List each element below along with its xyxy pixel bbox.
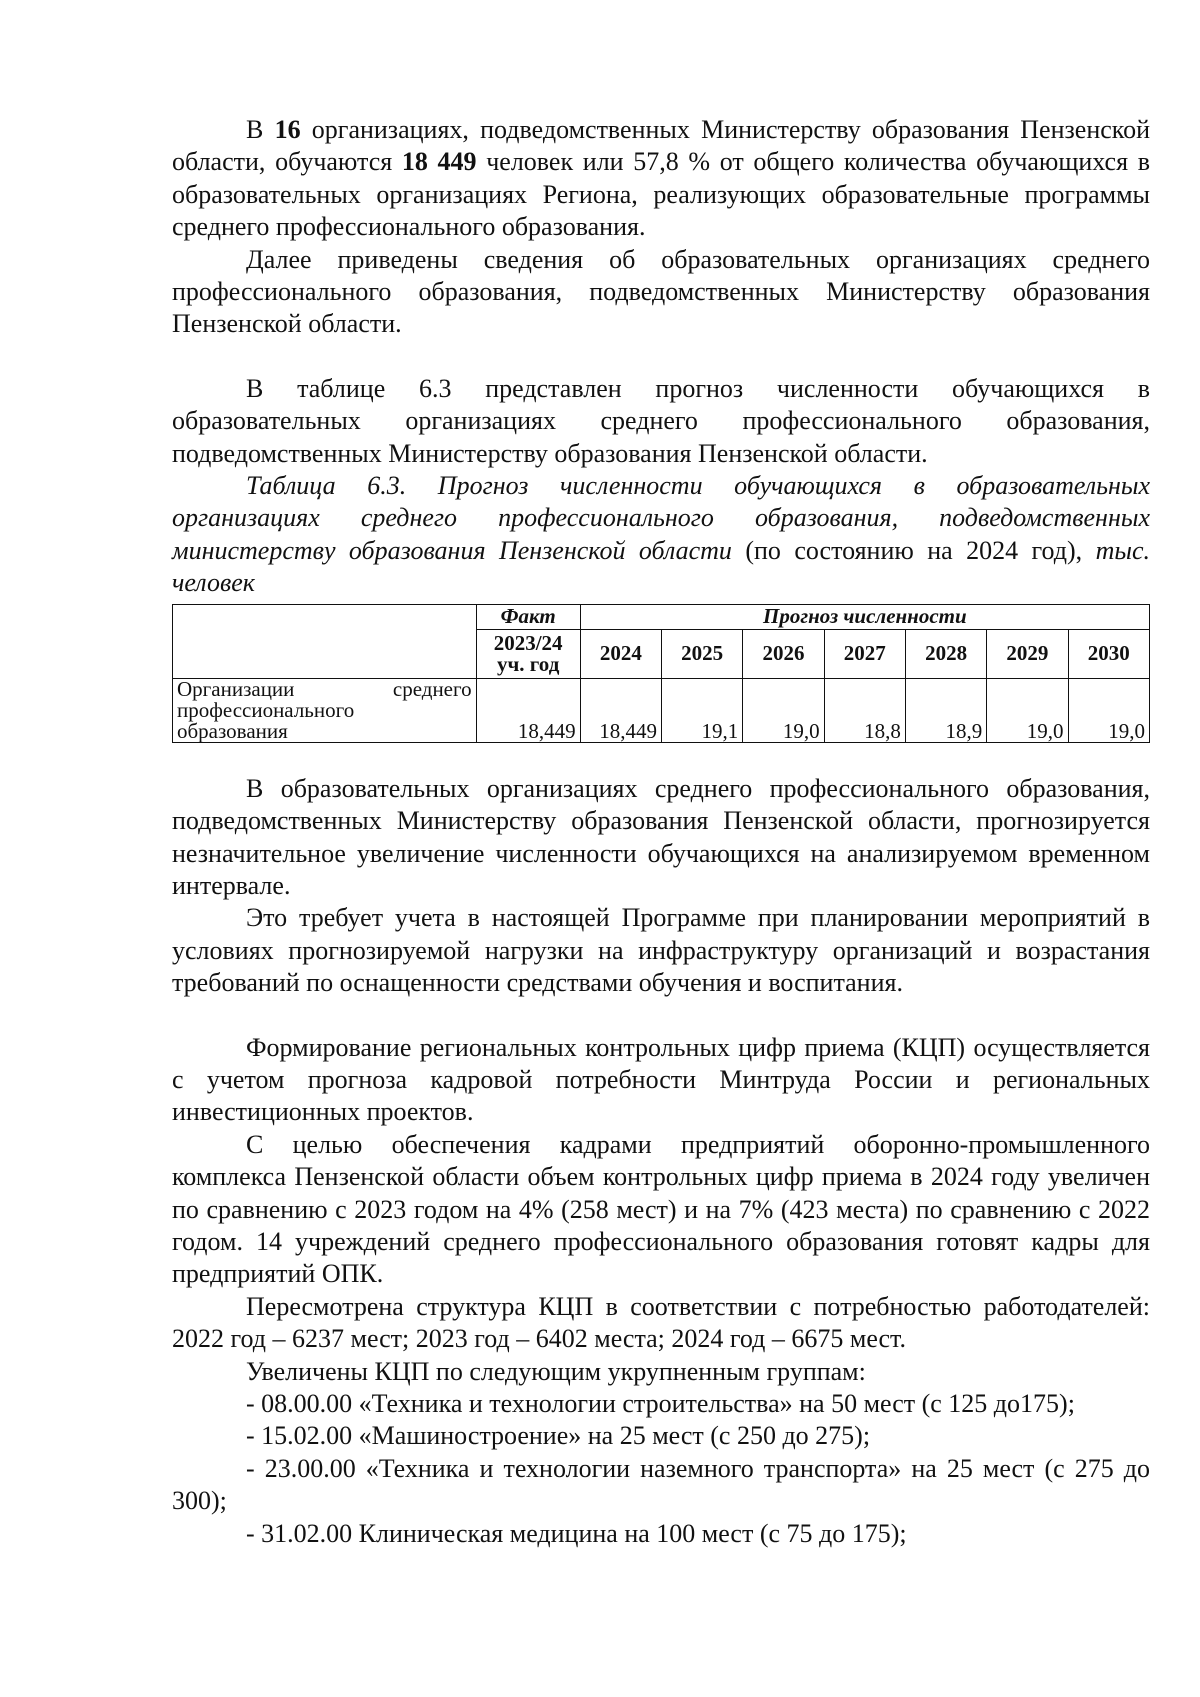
paragraph-forecast-summary: В образовательных организациях среднего профессионального образования, подведомственных Министерству образования Пензенской области, прогнозируется незначительное увеличение численности обучающихся на анализируемом временном интервале. bbox=[172, 773, 1150, 900]
caption-title: Таблица 6.3. Прогноз численности обучающихся в образовательных организациях среднего профессионального образования, подведомственных министерству образования Пензенской области bbox=[172, 471, 1150, 565]
cell-value: 19,0 bbox=[743, 678, 824, 742]
spacer bbox=[172, 341, 1150, 373]
spacer bbox=[172, 1000, 1150, 1032]
list-item: - 31.02.00 Клиническая медицина на 100 мест (с 75 до 175); bbox=[246, 1518, 907, 1548]
cell-value: 19,1 bbox=[661, 678, 742, 742]
table-header-row-groups bbox=[173, 604, 1150, 629]
paragraph-further-info bbox=[172, 244, 1150, 341]
paragraph-kcp-groups-intro: Увеличены КЦП по следующим укрупненным группам: bbox=[246, 1356, 866, 1386]
table-caption bbox=[172, 470, 1150, 600]
table-row bbox=[173, 678, 1150, 742]
paragraph-program-requirement: Это требует учета в настоящей Программе при планировании мероприятий в условиях прогнозируемой нагрузки на инфраструктуру организаций и возрастания требований по оснащенности средствами обучения и воспитания. bbox=[172, 903, 1150, 998]
paragraph-kcp-increase: С целью обеспечения кадрами предприятий оборонно-промышленного комплекса Пензенской области объем контрольных цифр приема в 2024 году увеличен по сравнению с 2023 годом на 4% (258 мест) и на 7% (423 места) по сравнению с 2022 годом. 14 учреждений среднего профессионального образования готовят кадры для предприятий ОПК. bbox=[172, 1129, 1150, 1289]
cell-fact-value: 18,449 bbox=[476, 678, 580, 742]
cell-value: 18,449 bbox=[580, 678, 661, 742]
list-item: - 23.00.00 «Техника и технологии наземного транспорта» на 25 мест (с 275 до 300); bbox=[172, 1453, 1150, 1516]
row-label-line: профессионального bbox=[177, 697, 355, 722]
header-year: 2029 bbox=[987, 629, 1068, 678]
header-year: 2025 bbox=[661, 629, 742, 678]
fact-year-label: 2023/24 bbox=[493, 630, 563, 655]
header-year: 2026 bbox=[743, 629, 824, 678]
header-year: 2027 bbox=[824, 629, 905, 678]
spacer bbox=[172, 743, 1150, 773]
paragraph-organizations-count bbox=[172, 114, 1150, 244]
caption-date: (по состоянию на 2024 год), bbox=[731, 535, 1096, 565]
row-label-line: образования bbox=[177, 718, 288, 743]
table-corner-cell bbox=[173, 604, 477, 678]
fact-year-sublabel: уч. год bbox=[496, 651, 560, 676]
list-item: - 08.00.00 «Техника и технологии строительства» на 50 мест (с 125 до175); bbox=[246, 1389, 1075, 1418]
header-forecast: Прогноз численности bbox=[580, 604, 1149, 629]
header-fact: Факт bbox=[476, 604, 580, 629]
bold-number-students: 18 449 bbox=[401, 147, 477, 177]
text-run: организациях, подведомственных Министерству образования Пензенской области, обучаются bbox=[172, 115, 1150, 177]
header-year: 2028 bbox=[905, 629, 986, 678]
cell-value: 18,8 bbox=[824, 678, 905, 742]
row-label-line: Организации среднего bbox=[177, 676, 472, 701]
text-run: Далее приведены сведения об образовательных организациях среднего профессионального образования, подведомственных Министерству образования Пензенской области. bbox=[172, 244, 1150, 339]
page-content bbox=[172, 114, 1150, 1550]
cell-value: 19,0 bbox=[987, 678, 1068, 742]
row-label bbox=[173, 678, 477, 742]
paragraph-table-intro: В таблице 6.3 представлен прогноз численности обучающихся в образовательных организациях среднего профессионального образования, подведомственных Министерству образования Пензенской области. bbox=[172, 373, 1150, 468]
text-run: В bbox=[246, 115, 275, 144]
header-fact-year bbox=[476, 629, 580, 678]
cell-value: 18,9 bbox=[905, 678, 986, 742]
paragraph-kcp-formation: Формирование региональных контрольных цифр приема (КЦП) осуществляется с учетом прогноза кадровой потребности Минтруда России и региональных инвестиционных проектов. bbox=[172, 1032, 1150, 1127]
list-item: - 15.02.00 «Машиностроение» на 25 мест (с 250 до 275); bbox=[246, 1421, 871, 1451]
text-run: человек или 57,8 % от общего количества обучающихся в образовательных организациях Региона, реализующих образовательные программы среднего профессионального образования. bbox=[172, 147, 1150, 242]
header-year: 2024 bbox=[580, 629, 661, 678]
caption-unit: тыс. человек bbox=[172, 535, 1150, 598]
bold-number-organizations: 16 bbox=[274, 115, 301, 144]
paragraph-kcp-structure: Пересмотрена структура КЦП в соответствии с потребностью работодателей: 2022 год – 6237 мест; 2023 год – 6402 места; 2024 год – 6675 мест. bbox=[172, 1291, 1150, 1354]
header-year: 2030 bbox=[1068, 629, 1149, 678]
cell-value: 19,0 bbox=[1068, 678, 1149, 742]
forecast-table bbox=[172, 604, 1150, 743]
